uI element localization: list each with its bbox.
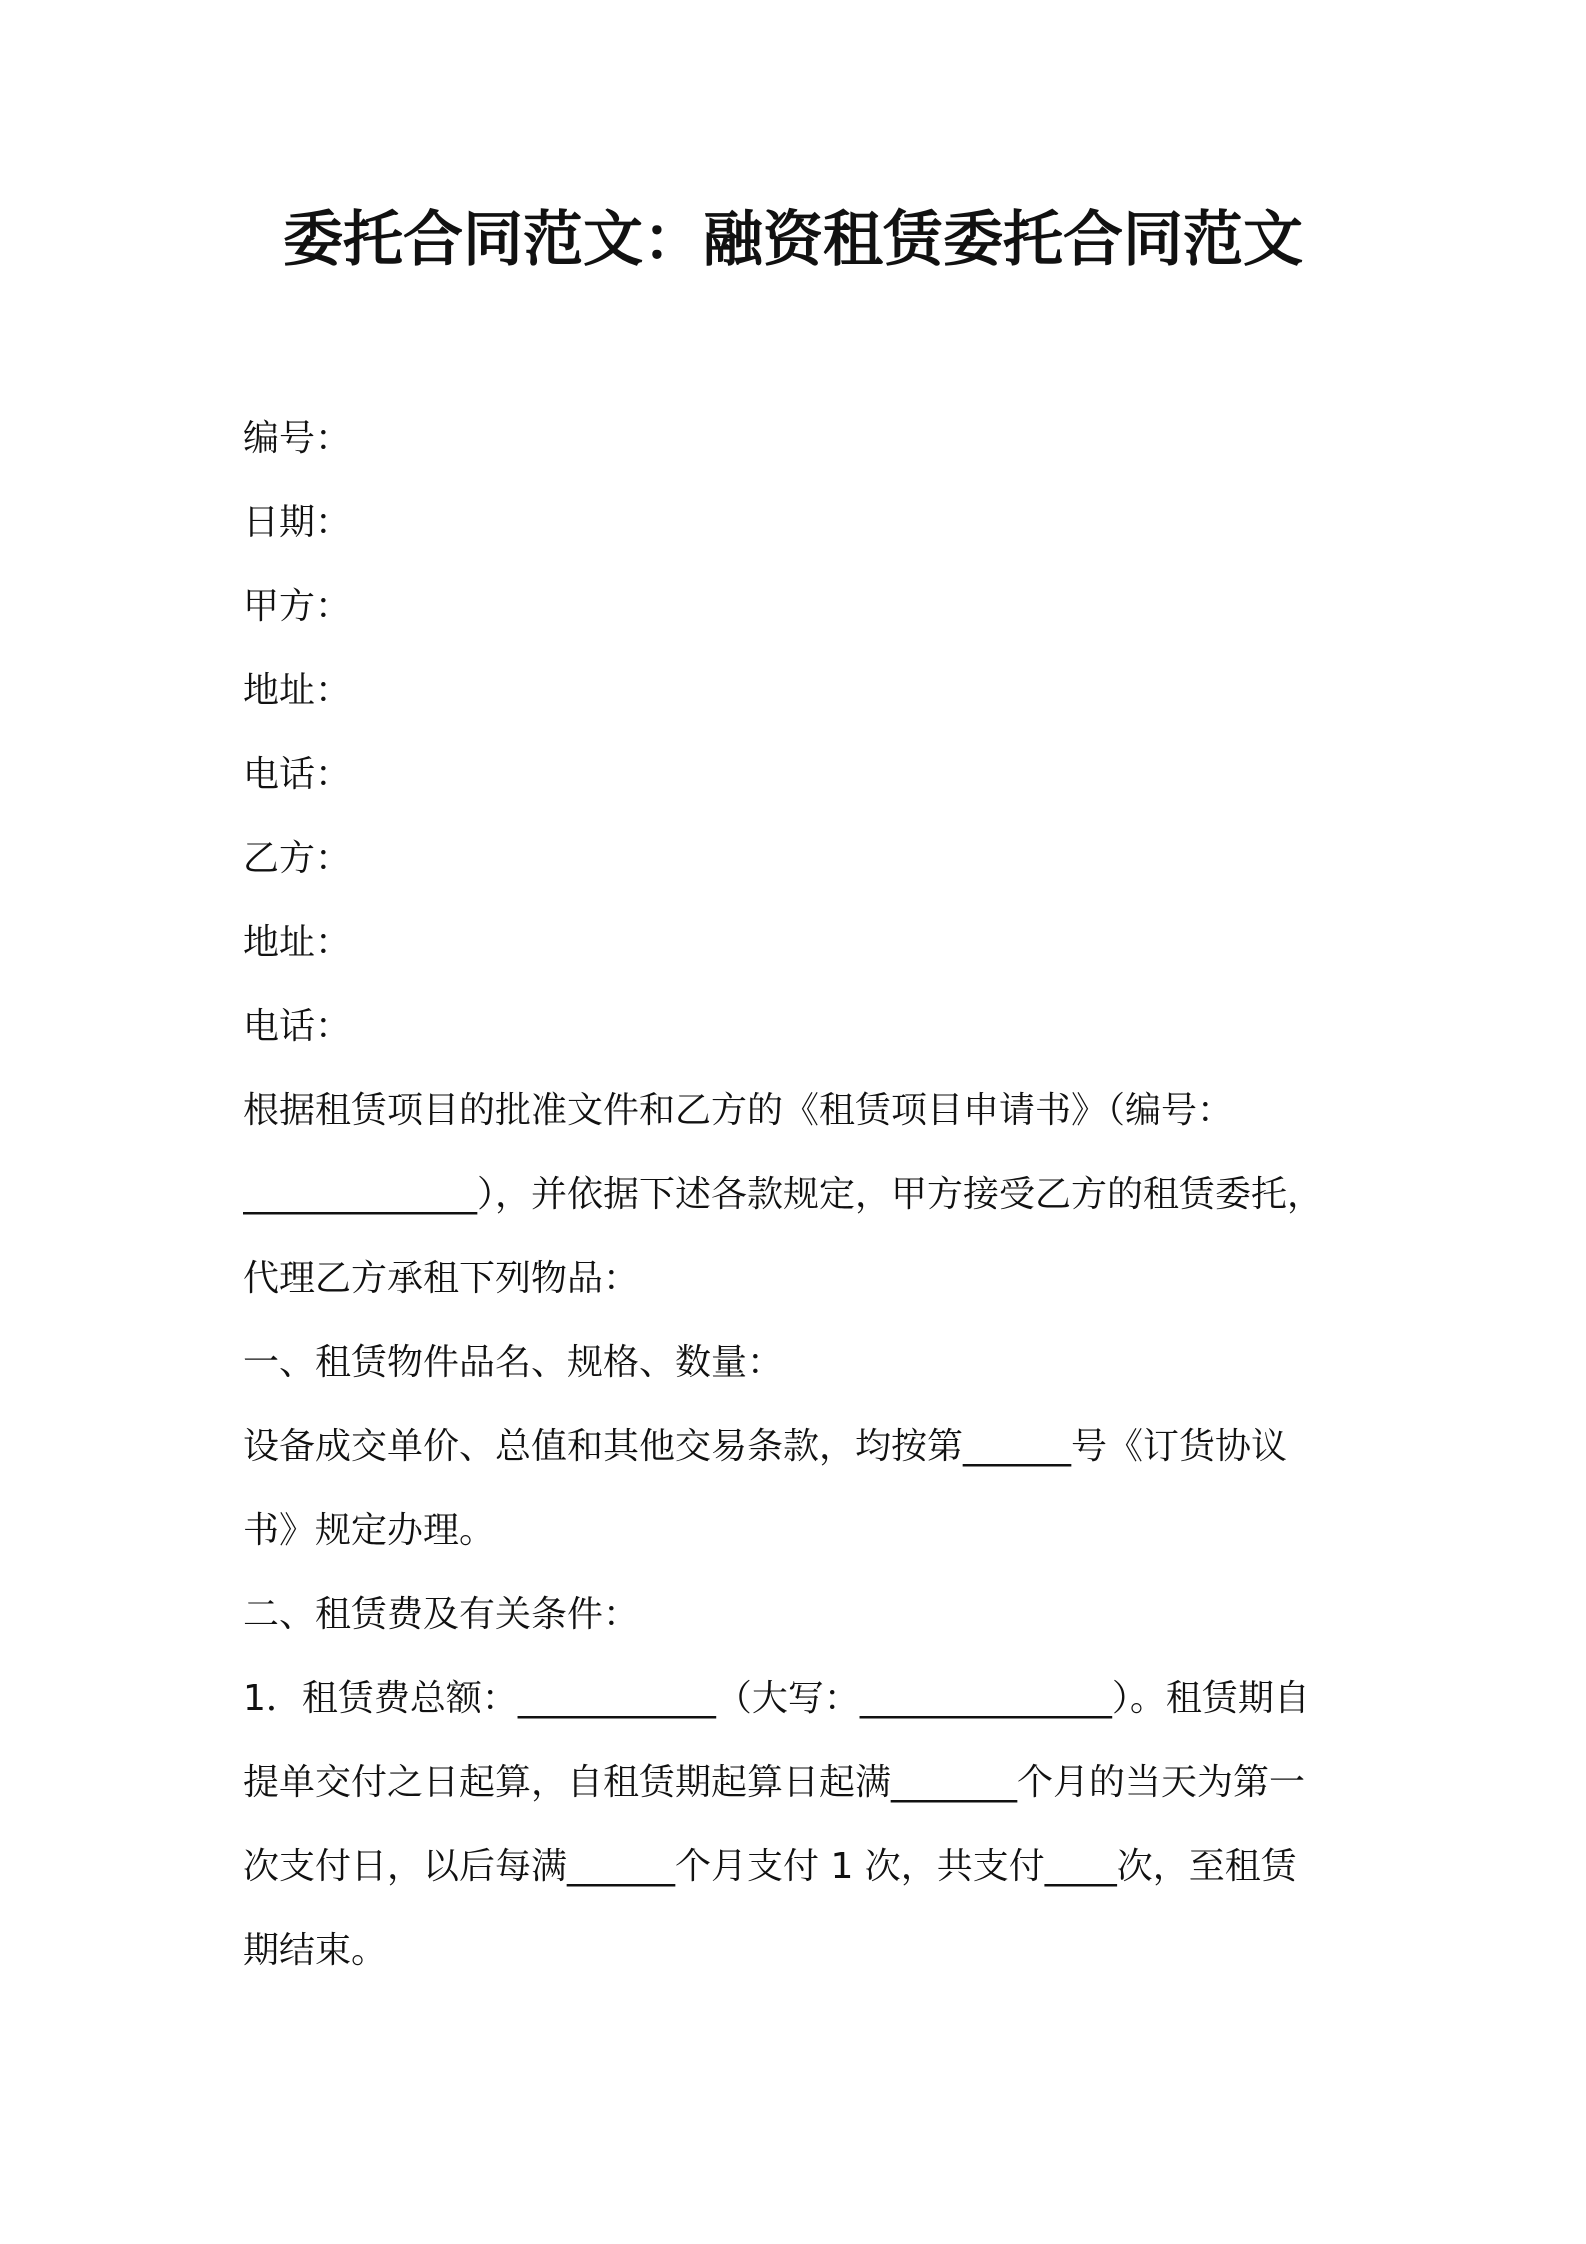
field-party-a-address: 地址： xyxy=(243,670,352,711)
section-1-line: 书》规定办理。 xyxy=(243,1510,496,1551)
section-2-line: 1．租赁费总额：___________（大写：______________）。租赁期自 xyxy=(243,1678,1310,1719)
intro-line: 根据租赁项目的批准文件和乙方的《租赁项目申请书》（编号： xyxy=(243,1090,1234,1131)
document-title: 委托合同范文：融资租赁委托合同范文 xyxy=(283,205,1303,275)
field-party-b-phone: 电话： xyxy=(243,1006,352,1047)
section-1-line: 设备成交单价、总值和其他交易条款，均按第______号《订货协议 xyxy=(243,1426,1288,1467)
section-2-heading: 二、租赁费及有关条件： xyxy=(243,1594,640,1635)
field-party-b: 乙方： xyxy=(243,838,352,879)
section-2-line: 次支付日，以后每满______个月支付 1 次，共支付____次，至租赁 xyxy=(243,1846,1297,1887)
section-2-line: 期结束。 xyxy=(243,1930,388,1971)
field-party-a: 甲方： xyxy=(243,586,352,627)
section-1-heading: 一、租赁物件品名、规格、数量： xyxy=(243,1342,784,1383)
document-body xyxy=(243,397,1363,1993)
field-date: 日期： xyxy=(243,502,352,543)
field-contract-number: 编号： xyxy=(243,418,352,459)
field-party-b-address: 地址： xyxy=(243,922,352,963)
intro-line: _____________），并依据下述各款规定，甲方接受乙方的租赁委托， xyxy=(243,1174,1324,1215)
field-party-a-phone: 电话： xyxy=(243,754,352,795)
section-2-line: 提单交付之日起算，自租赁期起算日起满_______个月的当天为第一 xyxy=(243,1762,1306,1803)
intro-line: 代理乙方承租下列物品： xyxy=(243,1258,640,1299)
